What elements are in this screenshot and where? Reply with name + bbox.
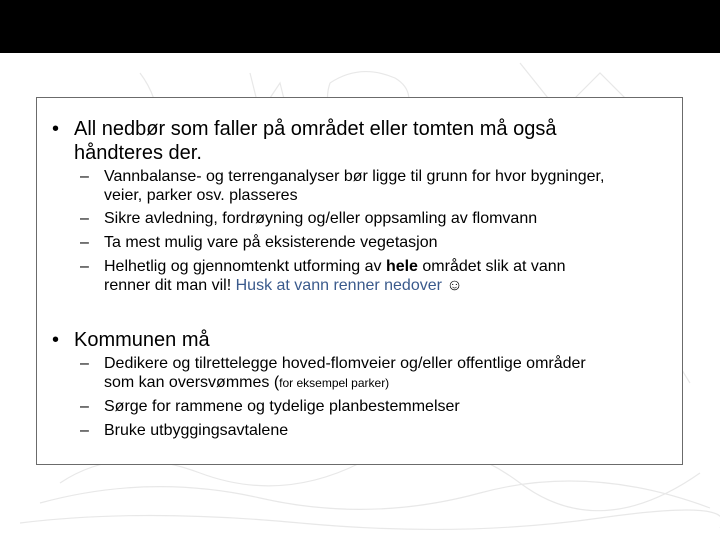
dash-marker: – [80, 210, 89, 227]
sub-bullet-line-1: Sørge for rammene og tydelige planbestemmelser [104, 398, 460, 415]
bullet-marker: • [52, 329, 60, 351]
emphasis-text: hele [385, 258, 418, 275]
sub-bullet-line-2 [104, 373, 389, 393]
sub-bullet-line-1: Bruke utbyggingsavtalene [104, 422, 289, 439]
dash-marker: – [80, 422, 89, 439]
sub-text: Helhetlig og gjennomtenkt utforming av [104, 258, 386, 275]
highlight-text: Husk at vann renner nedover [235, 277, 442, 294]
sub-bullet-line-1: Ta mest mulig vare på eksisterende vegetasjon [104, 234, 438, 251]
dash-marker: – [80, 355, 89, 372]
top-bar [0, 0, 720, 53]
bullet-1-line-1: All nedbør som faller på området eller tomten må også [74, 118, 557, 140]
sub-bullet-line-1 [104, 257, 566, 276]
dash-marker: – [80, 398, 89, 415]
sub-text: som kan oversvømmes ( [104, 374, 280, 391]
small-note-text: for eksempel parker) [279, 376, 390, 390]
sub-bullet-line-2: veier, parker osv. plasseres [104, 187, 298, 204]
sub-bullet-line-2 [104, 276, 463, 295]
smiley-icon: ☺ [446, 277, 463, 294]
bullet-1-line-2: håndteres der. [74, 142, 202, 164]
dash-marker: – [80, 168, 89, 185]
sub-text: renner dit man vil! [104, 277, 236, 294]
sub-bullet-line-1: Vannbalanse- og terrenganalyser bør ligge til grunn for hvor bygninger, [104, 168, 605, 185]
bullet-marker: • [52, 118, 60, 140]
sub-bullet-line-1: Sikre avledning, fordrøyning og/eller oppsamling av flomvann [104, 210, 538, 227]
bullet-2-line-1: Kommunen må [74, 329, 210, 351]
dash-marker: – [80, 258, 89, 275]
sub-text: området slik at vann [417, 258, 566, 275]
dash-marker: – [80, 234, 89, 251]
sub-bullet-line-1: Dedikere og tilrettelegge hoved-flomveier og/eller offentlige områder [104, 355, 586, 372]
